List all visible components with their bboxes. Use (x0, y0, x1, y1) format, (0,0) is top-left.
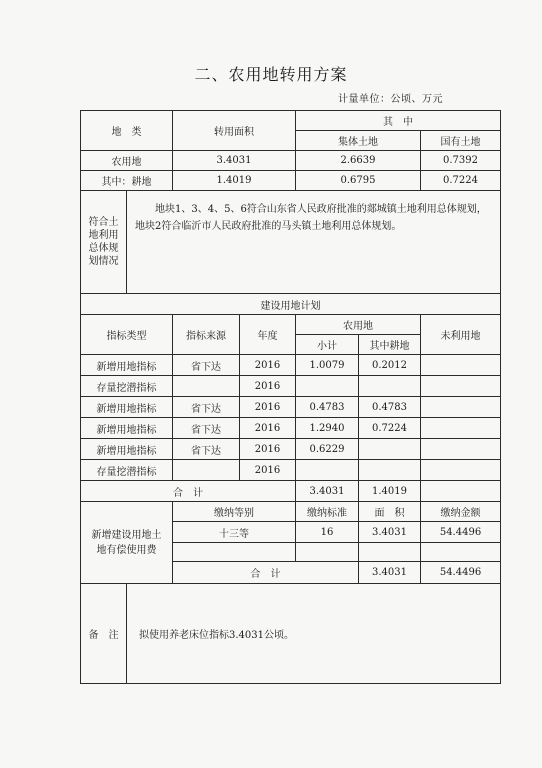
cell-year: 2016 (240, 439, 296, 460)
cell-empty (421, 543, 501, 562)
cell-source: 省下达 (173, 355, 240, 376)
cell-area: 3.4031 (173, 151, 296, 171)
cell-year: 2016 (240, 418, 296, 439)
cell-unused (421, 439, 501, 460)
header-agricultural-land: 农用地 (296, 315, 421, 335)
cell-indicator-type: 存量挖潜指标 (81, 460, 173, 481)
header-converted-area: 转用面积 (173, 111, 296, 151)
table-row (81, 151, 501, 171)
cell-empty (296, 543, 359, 562)
cell-subtotal: 0.4783 (296, 397, 359, 418)
cell-cultivated: 0.2012 (359, 355, 421, 376)
cell-year: 2016 (240, 397, 296, 418)
total-cultivated: 1.4019 (359, 481, 421, 502)
cell-indicator-type: 存量挖潜指标 (81, 376, 173, 397)
cell-unused (421, 460, 501, 481)
cell-subtotal (296, 376, 359, 397)
cell-unused (421, 376, 501, 397)
cell-cultivated (359, 439, 421, 460)
cell-cultivated (359, 376, 421, 397)
header-land-type: 地 类 (81, 111, 173, 151)
header-indicator-source: 指标来源 (173, 315, 240, 355)
table-row (81, 376, 501, 397)
total-label: 合 计 (81, 481, 296, 502)
cell-indicator-type: 新增用地指标 (81, 418, 173, 439)
cell-collective: 2.6639 (296, 151, 421, 171)
cell-source: 省下达 (173, 439, 240, 460)
cell-collective: 0.6795 (296, 171, 421, 191)
fee-total-amount: 54.4496 (421, 562, 501, 584)
header-state-land: 国有土地 (421, 131, 501, 151)
row-label: 其中：耕地 (81, 171, 173, 191)
cell-indicator-type: 新增用地指标 (81, 439, 173, 460)
cell-fee-amount: 54.4496 (421, 522, 501, 543)
cell-unused (421, 355, 501, 376)
fee-total-label: 合 计 (173, 562, 359, 584)
cell-subtotal: 1.0079 (296, 355, 359, 376)
header-fee-standard: 缴纳标准 (296, 502, 359, 522)
cell-subtotal (296, 460, 359, 481)
header-indicator-type: 指标类型 (81, 315, 173, 355)
plan-conformity-label: 符合土地利用总体规划情况 (81, 191, 127, 294)
plan-conformity-text: 地块1、3、4、5、6符合山东省人民政府批准的郯城镇土地利用总体规划，地块2符合临沂市人民政府批准的马头镇土地利用总体规划。 (127, 191, 501, 294)
conversion-plan-table (80, 110, 501, 684)
cell-fee-area: 3.4031 (359, 522, 421, 543)
cell-empty (173, 543, 296, 562)
cell-area: 1.4019 (173, 171, 296, 191)
cell-source (173, 460, 240, 481)
cell-fee-grade: 十三等 (173, 522, 296, 543)
cell-cultivated: 0.7224 (359, 418, 421, 439)
cell-subtotal: 0.6229 (296, 439, 359, 460)
cell-subtotal: 1.2940 (296, 418, 359, 439)
row-label: 农用地 (81, 151, 173, 171)
table-row (81, 171, 501, 191)
header-of-which: 其 中 (296, 111, 501, 131)
header-fee-area: 面 积 (359, 502, 421, 522)
header-unused-land: 未利用地 (421, 315, 501, 355)
page-title: 二、农用地转用方案 (194, 65, 348, 84)
fee-section-label: 新增建设用地土地有偿使用费 (81, 502, 173, 584)
cell-year: 2016 (240, 460, 296, 481)
cell-year: 2016 (240, 355, 296, 376)
cell-source (173, 376, 240, 397)
cell-unused (421, 397, 501, 418)
cell-fee-standard: 16 (296, 522, 359, 543)
header-collective-land: 集体土地 (296, 131, 421, 151)
table-row-total (81, 481, 501, 502)
section-title-construction-plan: 建设用地计划 (81, 294, 501, 315)
unit-label: 计量单位：公顷、万元 (338, 94, 443, 105)
total-subtotal: 3.4031 (296, 481, 359, 502)
cell-source: 省下达 (173, 418, 240, 439)
table-row (81, 397, 501, 418)
cell-indicator-type: 新增用地指标 (81, 355, 173, 376)
table-row (81, 439, 501, 460)
cell-indicator-type: 新增用地指标 (81, 397, 173, 418)
cell-source: 省下达 (173, 397, 240, 418)
fee-total-area: 3.4031 (359, 562, 421, 584)
cell-state: 0.7392 (421, 151, 501, 171)
table-row (81, 418, 501, 439)
table-row (81, 460, 501, 481)
remarks-text: 拟使用养老床位指标3.4031公顷。 (127, 584, 501, 684)
total-unused (421, 481, 501, 502)
cell-cultivated (359, 460, 421, 481)
header-subtotal: 小计 (296, 335, 359, 355)
header-fee-amount: 缴纳金额 (421, 502, 501, 522)
cell-cultivated: 0.4783 (359, 397, 421, 418)
header-fee-grade: 缴纳等别 (173, 502, 296, 522)
cell-unused (421, 418, 501, 439)
header-year: 年度 (240, 315, 296, 355)
cell-year: 2016 (240, 376, 296, 397)
remarks-label: 备 注 (81, 584, 127, 684)
table-row (81, 355, 501, 376)
cell-empty (359, 543, 421, 562)
cell-state: 0.7224 (421, 171, 501, 191)
header-cultivated: 其中耕地 (359, 335, 421, 355)
